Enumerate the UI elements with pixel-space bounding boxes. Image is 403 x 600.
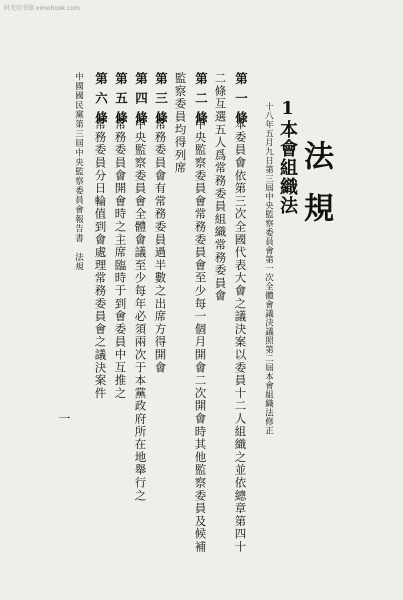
article-4-label: 第四條 [133, 72, 149, 131]
article-4-line-1: 中央監察委員會全體會議至少每年必須兩次于本黨政府所在地舉行之 [133, 118, 148, 502]
article-2-line-2: 監察委員均得列席 [173, 72, 188, 175]
document-title: 1本會組織法 [277, 98, 298, 215]
article-3-label: 第三條 [153, 72, 169, 131]
page-number: 一 [57, 412, 71, 424]
article-3-line-1: 常務委員會有常務委員過半數之出席方得開會 [153, 118, 168, 374]
document-subtitle: 十八年五月九日第三屆中央監察委員會第一次全體會議決議照第二屆本會組織法修正 [263, 102, 274, 435]
article-1-label: 第一條 [233, 72, 249, 131]
article-6-label: 第六條 [93, 72, 109, 131]
page-footer: 中國國民黨第三屆中央監察委員會報告書 法規 [73, 72, 84, 272]
article-2-line-1: 中央監察委員會常務委員會至少每一個月開會二次開會時其他監察委員及候補 [193, 118, 208, 554]
article-1-line-2: 二條互選五人爲常務委員組織常務委員會 [213, 72, 228, 303]
section-heading: 法規 [298, 140, 333, 244]
watermark: 时光旧书馆 ximohook.com [4, 5, 80, 12]
article-1-line-1: 本委員會依第三次全國代表大會之議決案以委員十二人組織之並依總章第四十 [233, 118, 248, 554]
article-5-label: 第五條 [113, 72, 129, 131]
article-6-line-1: 常務委員分日輪值到會處理常務委員會之議決案件 [93, 118, 108, 400]
article-5-line-1: 常務委員會開會時之主席臨時于到會委員中互推之 [113, 118, 128, 400]
article-2-label: 第二條 [193, 72, 209, 131]
